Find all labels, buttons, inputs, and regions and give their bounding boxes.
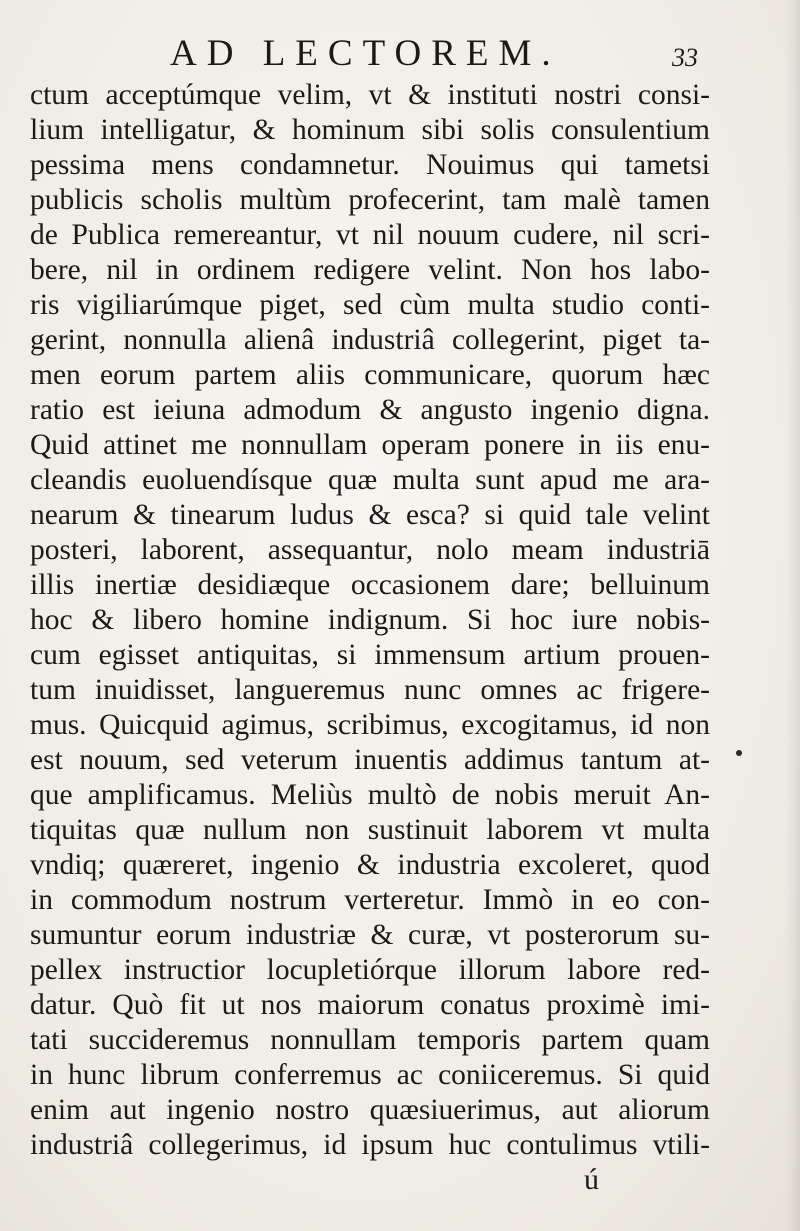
text-line: datur. Quò fit ut nos maiorum conatus proximè imi- <box>30 989 710 1021</box>
text-line: illis inertiæ desidiæque occasionem dare; belluinum <box>30 569 710 601</box>
page-number: 33 <box>672 43 698 72</box>
text-line: in commodum nostrum verteretur. Immò in eo con- <box>30 884 710 916</box>
text-line: cleandis euoluendísque quæ multa sunt apud me ara- <box>30 464 710 496</box>
text-line: Quid attinet me nonnullam operam ponere in iis enu- <box>30 429 710 461</box>
catchword: ú <box>584 1163 599 1196</box>
text-line: est nouum, sed veterum inuentis addimus tantum at- <box>30 744 710 776</box>
text-line: lium intelligatur, & hominum sibi solis consulentium <box>30 114 710 146</box>
text-line: gerint, nonnulla alienâ industriâ collegerint, piget ta- <box>30 324 710 356</box>
text-line: ris vigiliarúmque piget, sed cùm multa studio conti- <box>30 289 710 321</box>
text-line: pessima mens condamnetur. Nouimus qui tametsi <box>30 149 710 181</box>
text-line: tiquitas quæ nullum non sustinuit laborem vt multa <box>30 814 710 846</box>
text-line: sumuntur eorum industriæ & curæ, vt posterorum su- <box>30 919 710 951</box>
ink-speck <box>736 750 742 756</box>
text-line: hoc & libero homine indignum. Si hoc iure nobis- <box>30 604 710 636</box>
body-text <box>30 78 710 1163</box>
text-line: ratio est ieiuna admodum & angusto ingenio digna. <box>30 394 710 426</box>
text-line: men eorum partem aliis communicare, quorum hæc <box>30 359 710 391</box>
text-line: cum egisset antiquitas, si immensum artium prouen- <box>30 639 710 671</box>
running-title: AD LECTOREM. <box>170 33 561 74</box>
text-line: nearum & tinearum ludus & esca? si quid tale velint <box>30 499 710 531</box>
running-head <box>0 30 800 78</box>
text-line: de Publica remereantur, vt nil nouum cudere, nil scri- <box>30 219 710 251</box>
text-line: posteri, laborent, assequantur, nolo meam industriā <box>30 534 710 566</box>
text-line: mus. Quicquid agimus, scribimus, excogitamus, id non <box>30 709 710 741</box>
text-line: tati succideremus nonnullam temporis partem quam <box>30 1024 710 1056</box>
text-line: ctum acceptúmque velim, vt & instituti nostri consi- <box>30 79 710 111</box>
text-line: industriâ collegerimus, id ipsum huc contulimus vtili- <box>30 1129 710 1161</box>
text-line: tum inuidisset, langueremus nunc omnes ac frigere- <box>30 674 710 706</box>
text-line: que amplificamus. Meliùs multò de nobis meruit An- <box>30 779 710 811</box>
text-line: enim aut ingenio nostro quæsiuerimus, aut aliorum <box>30 1094 710 1126</box>
text-line: vndiq; quæreret, ingenio & industria excoleret, quod <box>30 849 710 881</box>
text-line: bere, nil in ordinem redigere velint. Non hos labo- <box>30 254 710 286</box>
text-line: publicis scholis multùm profecerint, tam malè tamen <box>30 184 710 216</box>
text-line: in hunc librum conferremus ac coniiceremus. Si quid <box>30 1059 710 1091</box>
page-edge-shadow <box>786 0 800 1231</box>
text-line: pellex instructior locupletiórque illorum labore red- <box>30 954 710 986</box>
